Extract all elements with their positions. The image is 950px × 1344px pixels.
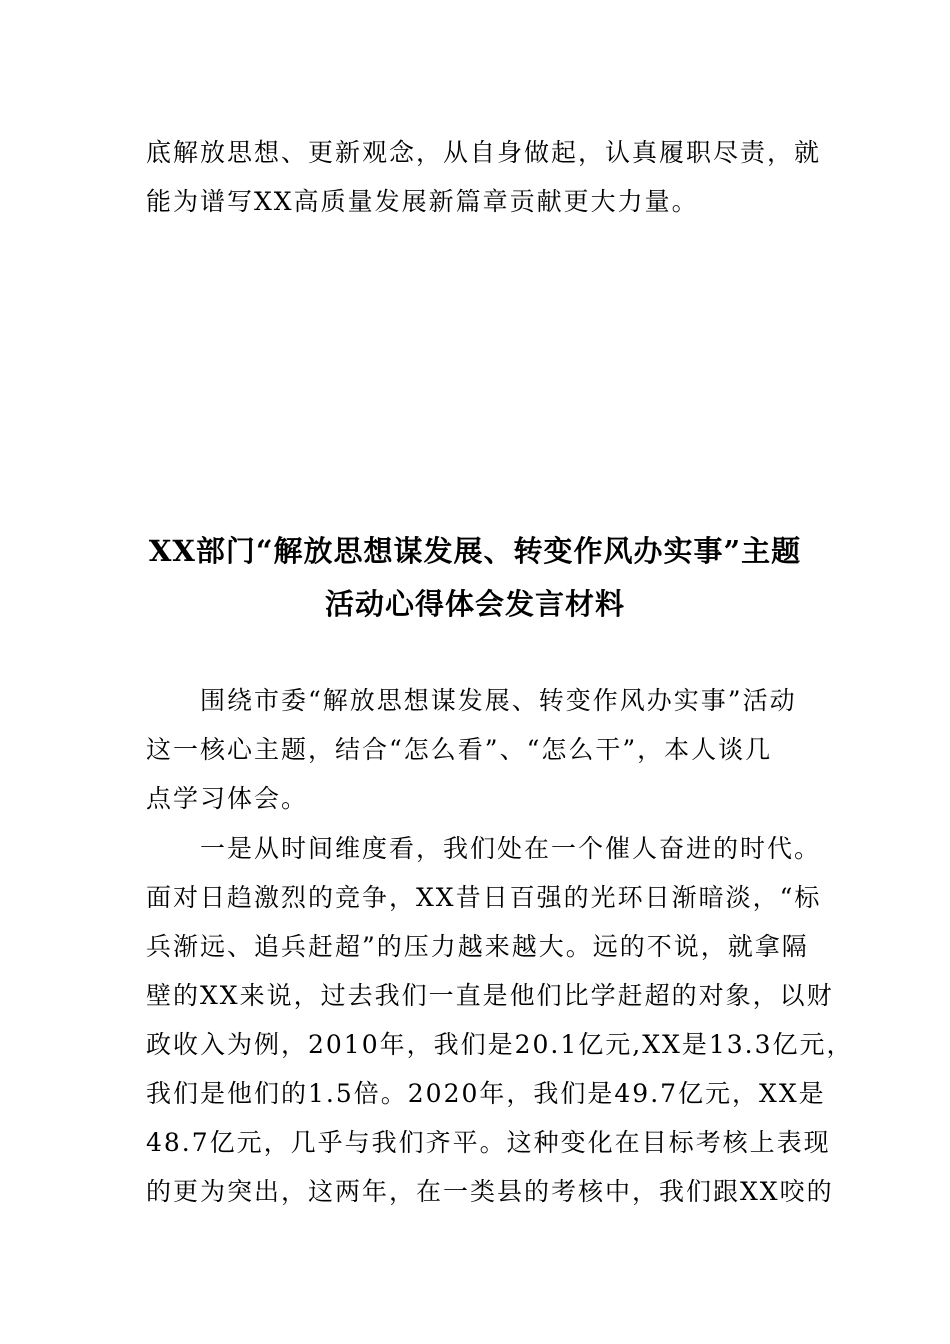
title-line: XX部门“解放思想谋发展、转变作风办实事”主题: [148, 534, 802, 568]
text-line: 面对日趋激烈的竞争，XX昔日百强的光环日渐暗淡，“标: [146, 883, 822, 912]
text-line: 我们是他们的1.5倍。2020年，我们是49.7亿元，XX是: [146, 1079, 826, 1108]
text-line: 的更为突出，这两年，在一类县的考核中，我们跟XX咬的: [146, 1177, 834, 1206]
body-paragraph: [146, 824, 854, 1216]
intro-paragraph: [146, 676, 806, 823]
title-line: 活动心得体会发言材料: [324, 587, 625, 621]
text-line: 一是从时间维度看，我们处在一个催人奋进的时代。: [146, 834, 822, 863]
continued-paragraph: [146, 128, 822, 226]
document-title: [100, 525, 850, 631]
text-line: 48.7亿元，几乎与我们齐平。这种变化在目标考核上表现: [146, 1128, 831, 1157]
text-line: 围绕市委“解放思想谋发展、转变作风办实事”活动: [146, 686, 797, 715]
text-line: 政收入为例，2010年，我们是20.1亿元,XX是13.3亿元，: [146, 1030, 854, 1059]
text-line: 兵渐远、追兵赶超”的压力越来越大。远的不说，就拿隔: [146, 932, 809, 961]
text-line: 这一核心主题，结合“怎么看”、“怎么干”，本人谈几: [146, 735, 773, 764]
text-line: 点学习体会。: [146, 784, 309, 813]
text-line: 底解放思想、更新观念，从自身做起，认真履职尽责，就: [146, 138, 822, 167]
text-line: 能为谱写XX高质量发展新篇章贡献更大力量。: [146, 187, 699, 216]
text-line: 壁的XX来说，过去我们一直是他们比学赶超的对象，以财: [146, 981, 834, 1010]
